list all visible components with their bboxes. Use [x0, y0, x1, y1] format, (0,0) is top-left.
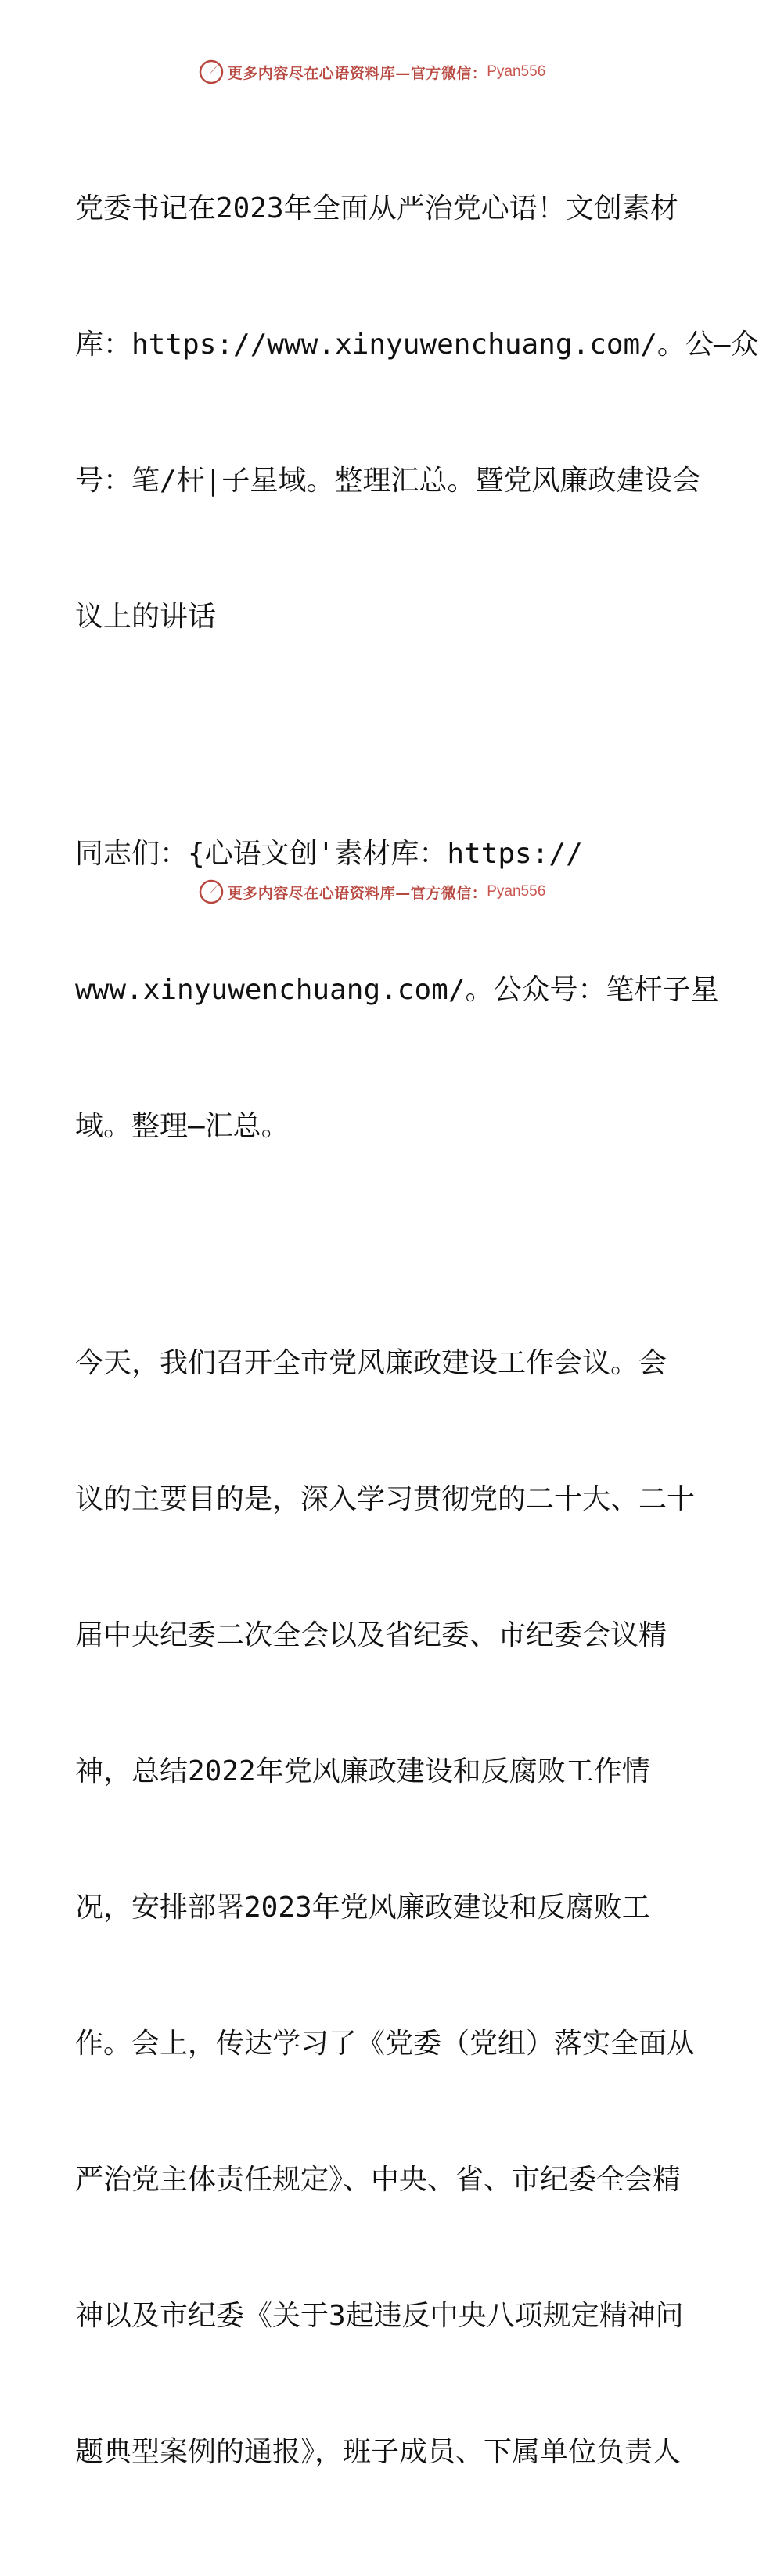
paragraph-title — [75, 95, 759, 731]
paragraph-body — [75, 1250, 696, 2566]
document-body — [75, 95, 759, 2576]
text-line: 号：笔/杆|子星域。整理汇总。暨党风廉政建设会 — [75, 465, 701, 497]
text-line: 议的主要目的是，深入学习贯彻党的二十大、二十 — [75, 1483, 696, 1515]
text-line: 今天，我们召开全市党风廉政建设工作会议。会 — [75, 1347, 667, 1379]
text-line: 届中央纪委二次全会以及省纪委、市纪委会议精 — [75, 1619, 667, 1651]
header-banner-text: 更多内容尽在心语资料库—官方微信： — [227, 64, 487, 82]
text-line: 况，安排部署2023年党风廉政建设和反腐败工 — [75, 1892, 650, 1924]
header-banner-handle: Pyan556 — [487, 63, 546, 80]
text-line: 作。会上，传达学习了《党委（党组）落实全面从 — [75, 2028, 696, 2060]
feather-pen-logo-icon — [198, 59, 225, 85]
text-line: 议上的讲话 — [75, 601, 217, 633]
text-line: 同志们：{心语文创'素材库：https:// — [75, 838, 583, 870]
text-line: 党委书记在2023年全面从严治党心语！文创素材 — [75, 192, 678, 225]
feather-pen-logo-icon — [198, 878, 225, 905]
text-line: 域。整理—汇总。 — [75, 1110, 290, 1142]
text-line: 神，总结2022年党风廉政建设和反腐败工作情 — [75, 1755, 650, 1787]
header-banner — [0, 56, 743, 88]
text-line: 神以及市纪委《关于3起违反中央八项规定精神问 — [75, 2300, 684, 2332]
paragraph-greeting — [75, 741, 719, 1240]
text-line: www.xinyuwenchuang.com/。公众号：笔杆子星 — [75, 974, 719, 1006]
footer-banner-text: 更多内容尽在心语资料库—官方微信： — [227, 884, 487, 902]
text-line: 严治党主体责任规定》、中央、省、市纪委全会精 — [75, 2164, 682, 2196]
footer-banner-handle: Pyan556 — [487, 883, 546, 900]
text-line: 库：https://www.xinyuwenchuang.com/。公—众 — [75, 329, 759, 361]
text-line: 题典型案例的通报》，班子成员、下属单位负责人 — [75, 2436, 682, 2468]
footer-banner — [0, 876, 743, 907]
